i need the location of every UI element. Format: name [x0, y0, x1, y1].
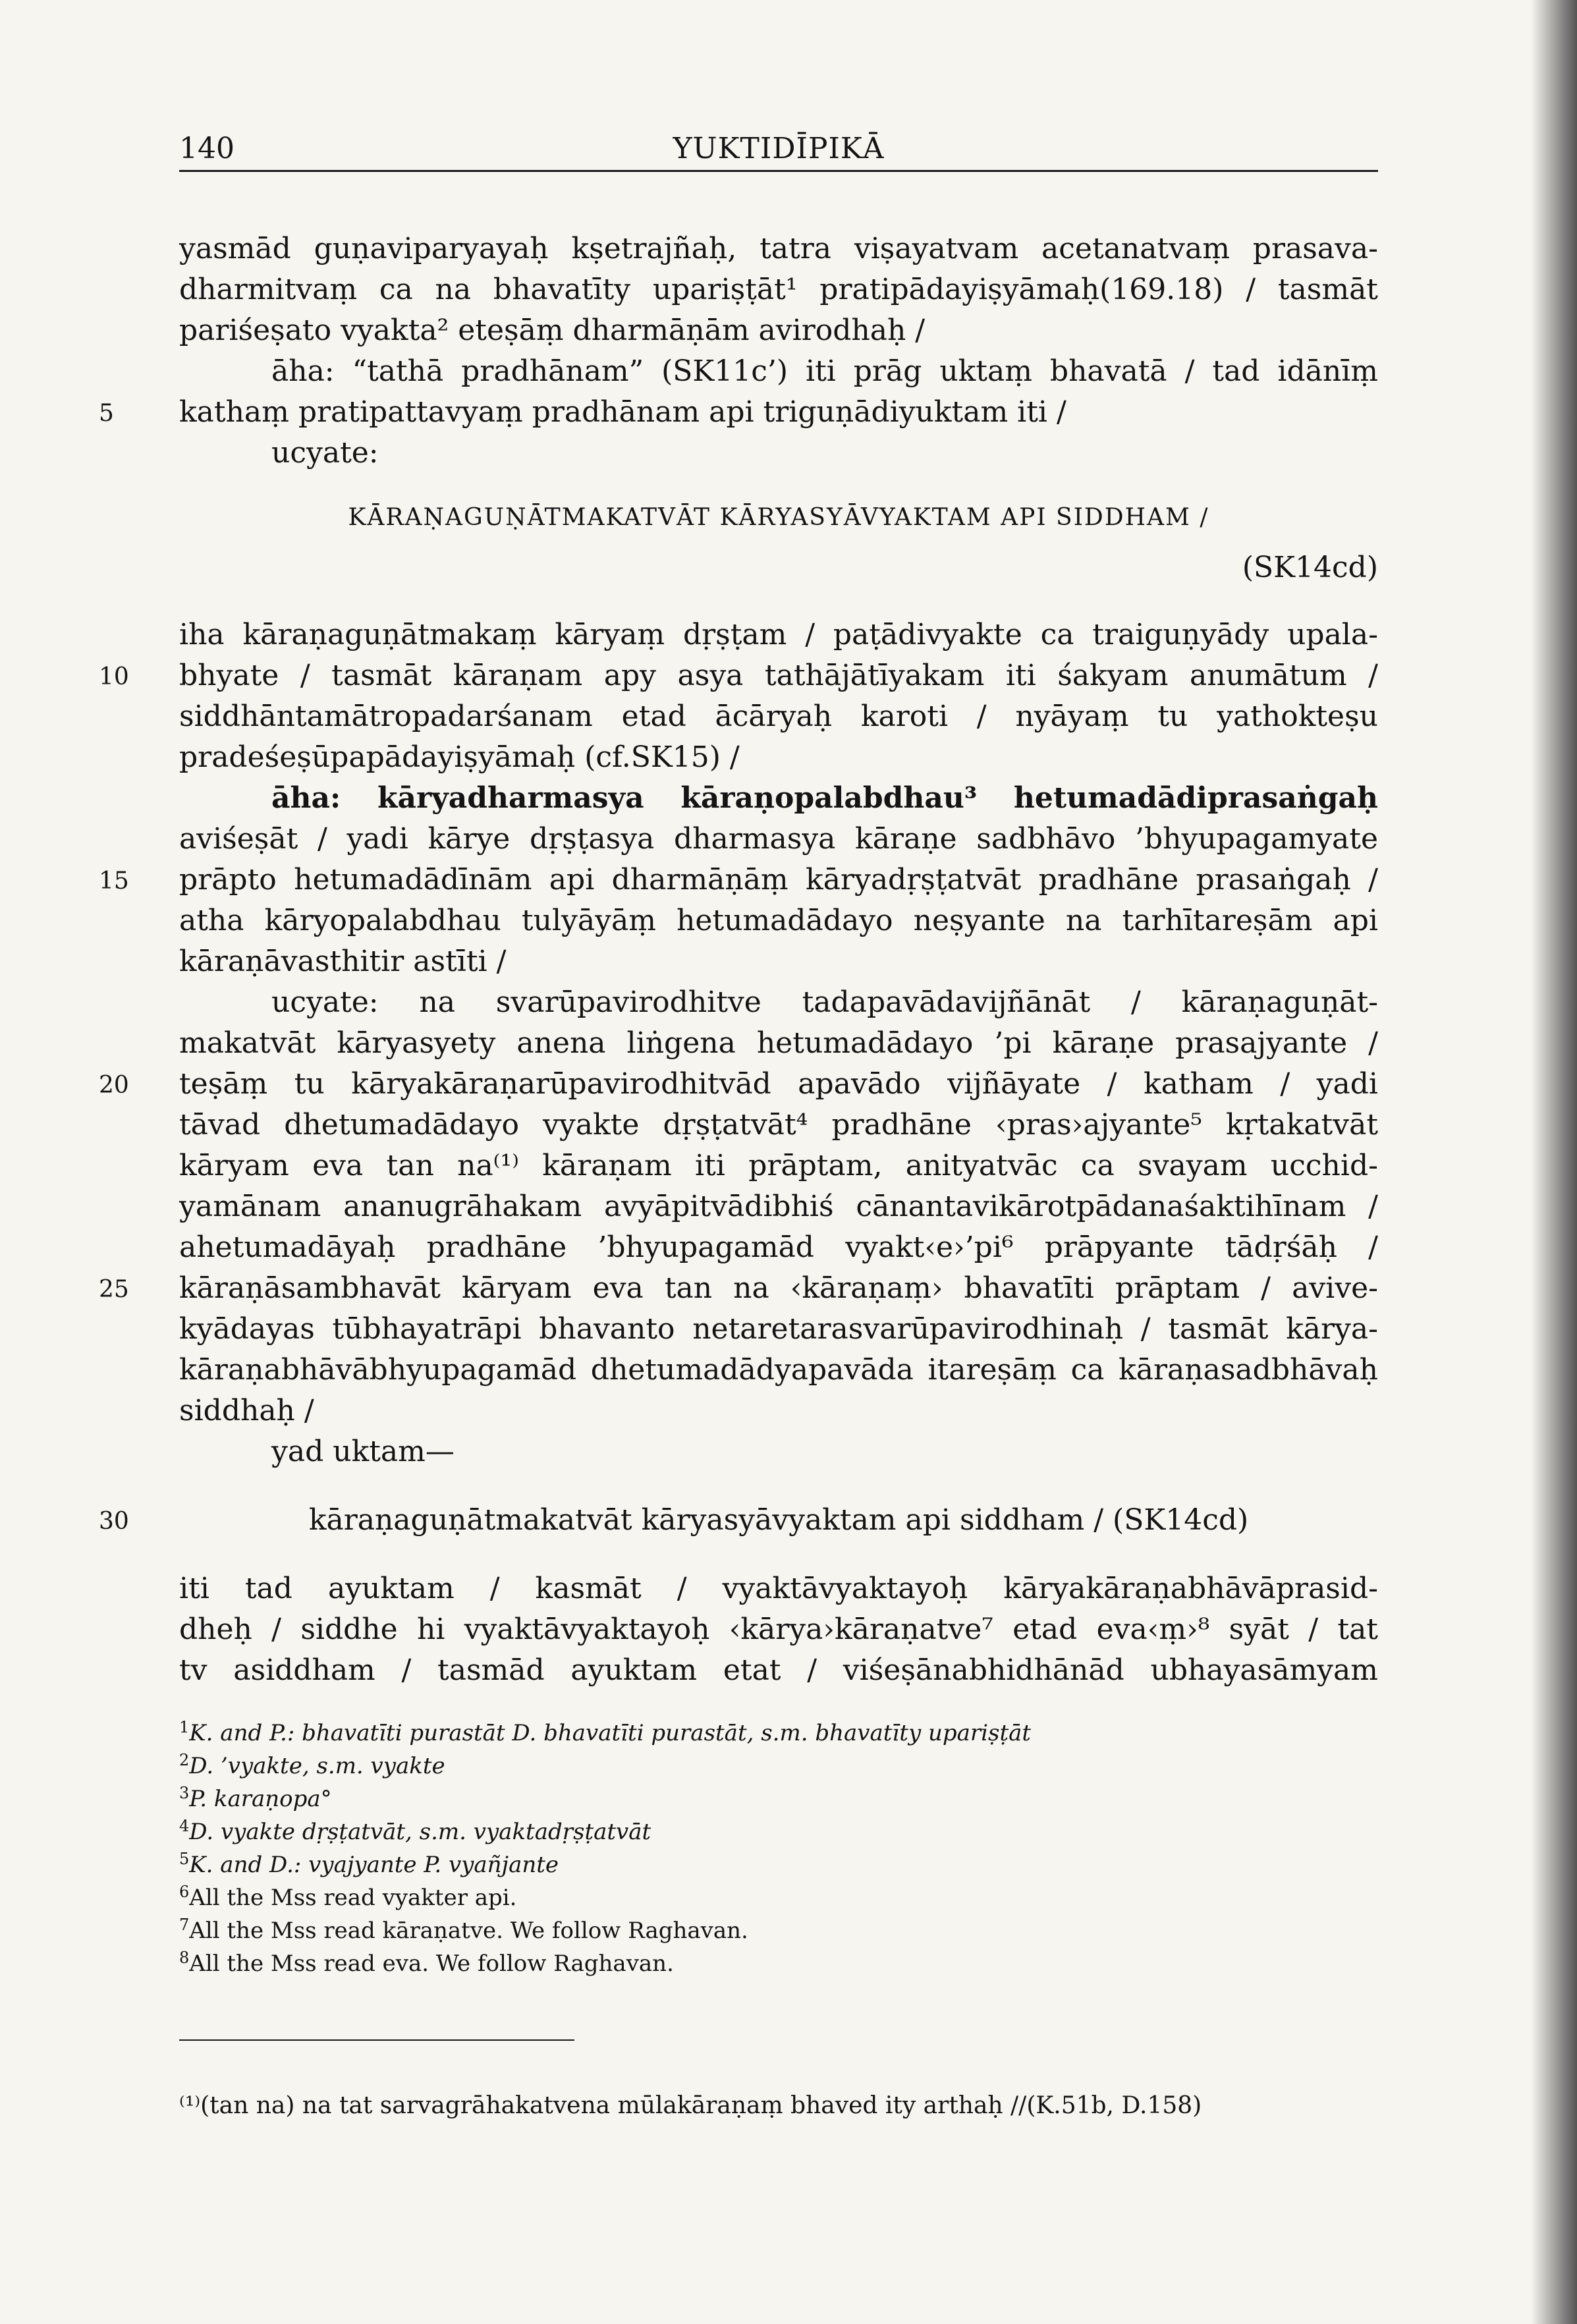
- text-line-27: kāraṇabhāvābhyupagamād dhetumadādyapavāda itareṣāṃ ca kāraṇasadbhāvaḥ: [179, 1353, 1378, 1387]
- text-line-5: kathaṃ pratipattavyaṃ pradhānam api triguṇādiyuktam iti /: [179, 395, 1066, 429]
- footnote-text: K. and D.: vyajyante P. vyañjante: [189, 1852, 559, 1878]
- text-line-9: iha kāraṇaguṇātmakaṃ kāryaṃ dṛṣṭam / paṭādivyakte ca traiguṇyādy upala-: [179, 618, 1378, 651]
- text-line-21: tāvad dhetumadādayo vyakte dṛṣṭatvāt⁴ pradhāne ‹pras›ajyante⁵ kṛtakatvāt: [179, 1108, 1378, 1142]
- text-line-28: siddhaḥ /: [179, 1394, 314, 1427]
- text-line-13: āha: kāryadharmasya kāraṇopalabdhau³ hetumadādiprasaṅgaḥ: [271, 781, 1378, 815]
- footnote-mark: 4: [179, 1817, 190, 1835]
- footnote-mark: 1: [179, 1718, 190, 1736]
- page-header: [179, 123, 1378, 169]
- footnote-text: All the Mss read eva. We follow Raghavan.: [189, 1950, 674, 1977]
- line-number-30: 30: [99, 1508, 129, 1535]
- text-line-14: aviśeṣāt / yadi kārye dṛṣṭasya dharmasya kāraṇe sadbhāvo ’bhyupagamyate: [179, 822, 1378, 856]
- text-line-32: dheḥ / siddhe hi vyaktāvyaktayoḥ ‹kārya›kāraṇatve⁷ etad eva‹ṃ›⁸ syāt / tat: [179, 1613, 1378, 1646]
- line-number-10: 10: [99, 663, 129, 690]
- footnote-mark: 2: [179, 1751, 190, 1769]
- text-line-10: bhyate / tasmāt kāraṇam apy asya tathājātīyakam iti śakyam anumātum /: [179, 659, 1378, 692]
- text-line-12: pradeśeṣūpapādayiṣyāmaḥ (cf.SK15) /: [179, 740, 740, 774]
- footnote-6: [179, 1884, 516, 1909]
- footnote-8: [179, 1950, 674, 1975]
- text-line-6: ucyate:: [271, 436, 379, 470]
- footnote-text: K. and P.: bhavatīti purastāt D. bhavatīti purastāt, s.m. bhavatīty upariṣṭāt: [189, 1720, 1032, 1746]
- text-line-19: makatvāt kāryasyety anena liṅgena hetumadādayo ’pi kāraṇe prasajyante /: [179, 1026, 1378, 1060]
- text-line-23: yamānam ananugrāhakam avyāpitvādibhiś cānantavikārotpādanaśaktihīnam /: [179, 1190, 1378, 1223]
- line-number-15: 15: [99, 868, 129, 895]
- page-edge-shadow: [1531, 0, 1577, 2324]
- footnote-text: D. vyakte dṛṣṭatvāt, s.m. vyaktadṛṣṭatvāt: [189, 1819, 651, 1845]
- text-line-16: atha kāryopalabdhau tulyāyāṃ hetumadādayo neṣyante na tarhītareṣām api: [179, 904, 1378, 937]
- karika-quote: kāraṇaguṇātmakatvāt kāryasyāvyaktam api siddham / (SK14cd): [308, 1503, 1249, 1537]
- running-title: YUKTIDĪPIKĀ: [673, 132, 885, 165]
- text-line-3: pariśeṣato vyakta² eteṣāṃ dharmāṇām avirodhaḥ /: [179, 314, 926, 347]
- footnote-text: All the Mss read vyakter api.: [189, 1885, 517, 1911]
- karika-reference: (SK14cd): [1242, 551, 1378, 584]
- text-line-18: ucyate: na svarūpavirodhitve tadapavādavijñānāt / kāraṇaguṇāt-: [271, 985, 1378, 1019]
- text-line-4: āha: “tathā pradhānam” (SK11c’) iti prāg uktaṃ bhavatā / tad idānīṃ: [271, 354, 1378, 388]
- text-line-20: teṣāṃ tu kāryakāraṇarūpavirodhitvād apavādo vijñāyate / katham / yadi: [179, 1067, 1378, 1101]
- text-line-26: kyādayas tūbhayatrāpi bhavanto netaretarasvarūpavirodhinaḥ / tasmāt kārya-: [179, 1312, 1378, 1346]
- editor-note: ⁽¹⁾(tan na) na tat sarvagrāhakatvena mūlakāraṇaṃ bhaved ity arthaḥ //(K.51b, D.158): [179, 2092, 1202, 2119]
- header-rule: [179, 170, 1378, 172]
- footnote-mark: 5: [179, 1850, 190, 1868]
- footnote-text: All the Mss read kāraṇatve. We follow Raghavan.: [189, 1918, 748, 1944]
- text-line-15: prāpto hetumadādīnām api dharmāṇāṃ kāryadṛṣṭatvāt pradhāne prasaṅgaḥ /: [179, 863, 1378, 897]
- text-line-31: iti tad ayuktam / kasmāt / vyaktāvyaktayoḥ kāryakāraṇabhāvāprasid-: [179, 1572, 1378, 1605]
- text-line-1: yasmād guṇaviparyayaḥ kṣetrajñaḥ, tatra viṣayatvam acetanatvaṃ prasava-: [179, 232, 1378, 265]
- footnote-7: [179, 1917, 748, 1942]
- footnote-5: [179, 1851, 559, 1876]
- page-number: 140: [179, 132, 235, 165]
- footnote-mark: 8: [179, 1949, 190, 1967]
- karika-heading: KĀRAṆAGUṆĀTMAKATVĀT KĀRYASYĀVYAKTAM API SIDDHAM /: [348, 504, 1209, 531]
- footnote-mark: 3: [179, 1784, 190, 1802]
- text-line-33: tv asiddham / tasmād ayuktam etat / viśeṣānabhidhānād ubhayasāmyam: [179, 1653, 1378, 1687]
- text-line-29: yad uktam—: [271, 1435, 455, 1468]
- footnote-rule: [179, 2039, 574, 2041]
- footnote-4: [179, 1818, 651, 1843]
- text-line-24: ahetumadāyaḥ pradhāne ’bhyupagamād vyakt‹e›’pi⁶ prāpyante tādṛśāḥ /: [179, 1231, 1378, 1264]
- text-line-17: kāraṇāvasthitir astīti /: [179, 945, 507, 978]
- line-number-20: 20: [99, 1072, 129, 1099]
- text-line-22: kāryam eva tan na⁽¹⁾ kāraṇam iti prāptam, anityatvāc ca svayam ucchid-: [179, 1149, 1378, 1182]
- line-number-5: 5: [99, 400, 114, 427]
- footnote-mark: 6: [179, 1883, 190, 1901]
- footnote-text: P. karaṇopa°: [189, 1786, 332, 1812]
- text-line-25: kāraṇāsambhavāt kāryam eva tan na ‹kāraṇaṃ› bhavatīti prāptam / avive-: [179, 1271, 1378, 1305]
- footnote-3: [179, 1785, 332, 1810]
- footnote-mark: 7: [179, 1916, 190, 1934]
- line-number-25: 25: [99, 1276, 129, 1303]
- footnote-text: D. ’vyakte, s.m. vyakte: [189, 1753, 445, 1779]
- text-line-2: dharmitvaṃ ca na bhavatīty upariṣṭāt¹ pratipādayiṣyāmaḥ(169.18) / tasmāt: [179, 273, 1378, 306]
- text-line-11: siddhāntamātropadarśanam etad ācāryaḥ karoti / nyāyaṃ tu yathokteṣu: [179, 700, 1378, 733]
- footnote-2: [179, 1752, 445, 1777]
- footnote-1: [179, 1719, 1031, 1744]
